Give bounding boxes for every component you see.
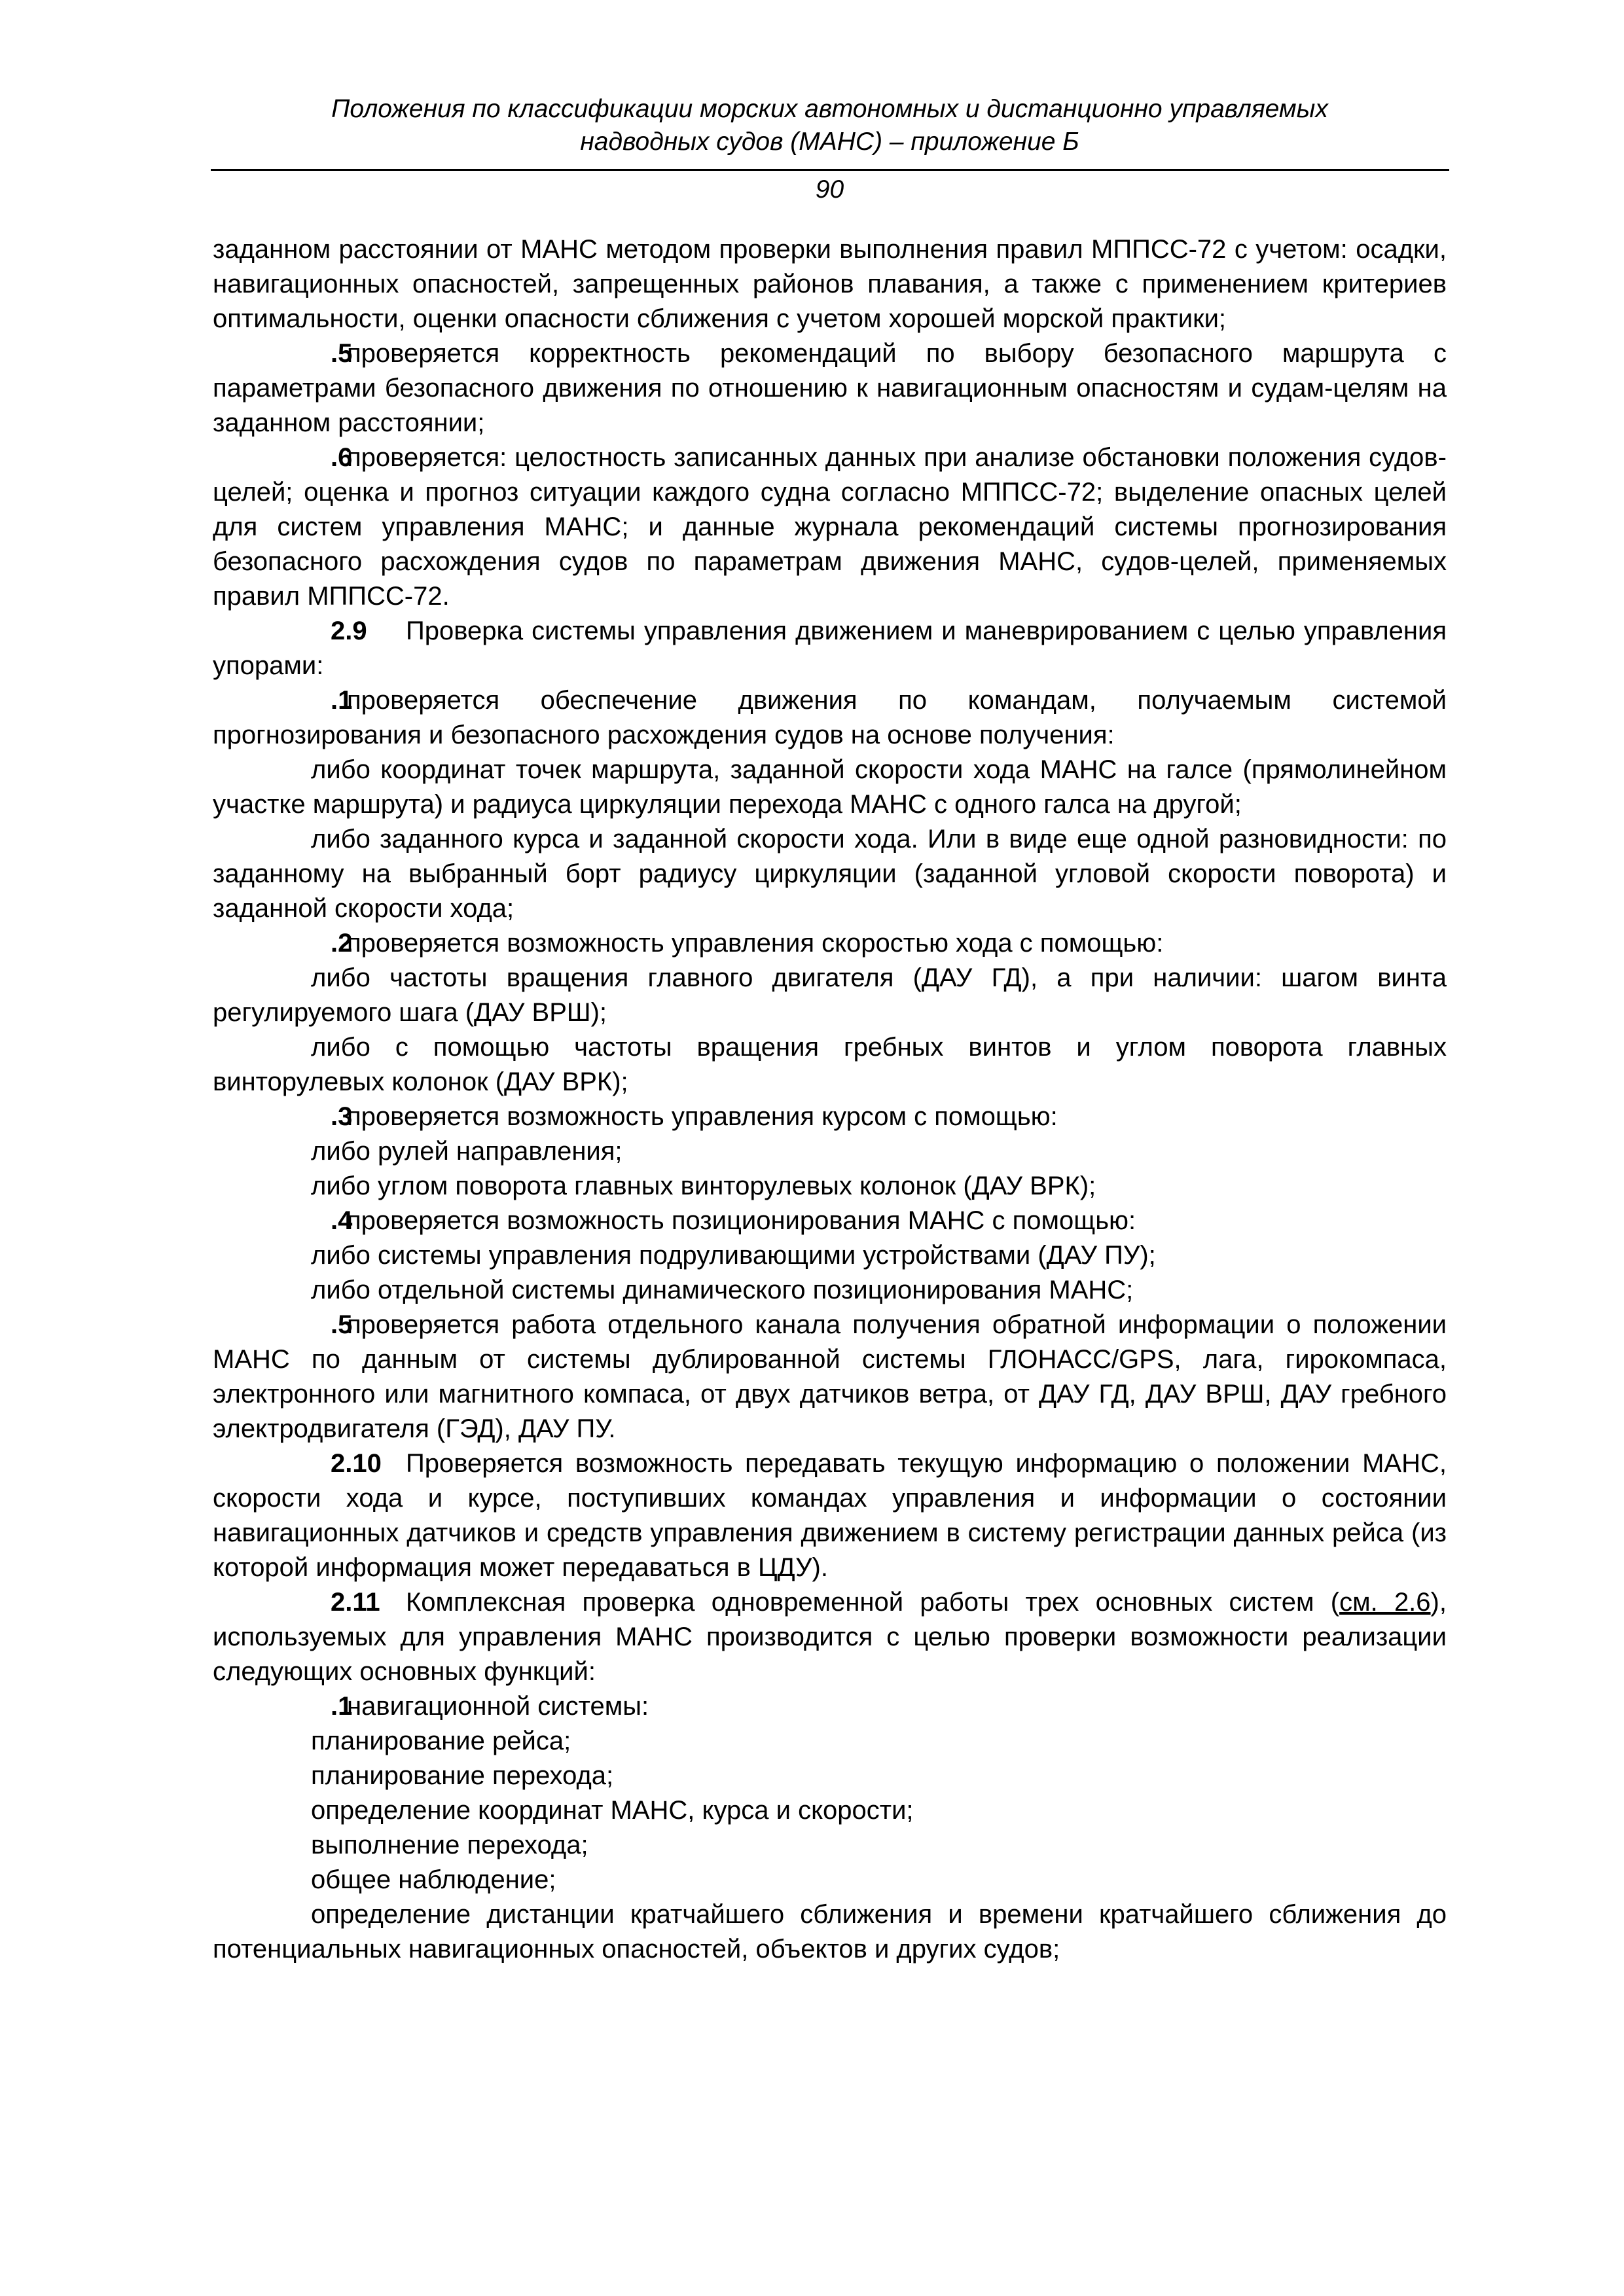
document-body — [213, 232, 1447, 1967]
item-6-data-integrity — [213, 440, 1447, 614]
item-number: .5 — [331, 1310, 353, 1339]
section-text: Проверяется возможность передавать текущую информацию о положении МАНС, скорости хода и курсе, поступивших командах управления и информации о состоянии навигационных датчиков и средств управления движением в систему регистрации данных рейса (из которой информация может передаваться в ЦДУ). — [213, 1449, 1447, 1582]
option-dynamic-positioning: либо отдельной системы динамического позиционирования МАНС; — [311, 1276, 1134, 1304]
item-5-route — [213, 336, 1447, 440]
item-number: .5 — [331, 339, 353, 368]
item-text: проверяется обеспечение движения по командам, получаемым системой прогнозирования и безопасного расхождения судов на основе получения: — [213, 686, 1447, 749]
item-3-course-control — [213, 1100, 1447, 1134]
item-number: .1 — [331, 1692, 353, 1721]
running-header — [213, 93, 1447, 158]
paragraph-continuation — [213, 232, 1447, 336]
item-text: проверяется работа отдельного канала получения обратной информации о положении МАНС по данным от системы дублированной системы ГЛОНАСС/GPS, лага, гирокомпаса, электронного или магнитного компаса, от двух датчиков ветра, от ДАУ ГД, ДАУ ВРШ, ДАУ гребного электродвигателя (ГЭД), ДАУ ПУ. — [213, 1310, 1447, 1443]
item-text: проверяется возможность позиционирования МАНС с помощью: — [347, 1206, 1136, 1235]
item-2-speed-control — [213, 926, 1447, 961]
function-passage-execution: выполнение перехода; — [311, 1831, 588, 1859]
item-text: проверяется корректность рекомендаций по выбору безопасного маршрута с параметрами безопасного движения по отношению к навигационным опасностям и судам-целям на заданном расстоянии; — [213, 339, 1447, 437]
section-2-11 — [213, 1585, 1447, 1689]
header-rule — [211, 169, 1449, 171]
item-text: проверяется возможность управления курсом с помощью: — [347, 1102, 1058, 1131]
section-2-10 — [213, 1446, 1447, 1585]
section-text: Проверка системы управления движением и маневрированием с целью управления упорами: — [213, 617, 1447, 680]
item-4-positioning — [213, 1204, 1447, 1238]
option-waypoints: либо координат точек маршрута, заданной скорости хода МАНС на галсе (прямолинейном участке маршрута) и радиуса циркуляции перехода МАНС с одного галса на другой; — [213, 755, 1447, 819]
item-1-navigation-system — [213, 1689, 1447, 1724]
section-text-end: ), используемых для управления МАНС производится с целью проверки возможности реализации следующих основных функций: — [213, 1588, 1447, 1686]
section-text-start: Комплексная проверка одновременной работы трех основных систем ( — [406, 1588, 1340, 1617]
paragraph-text: заданном расстоянии от МАНС методом проверки выполнения правил МППСС-72 с учетом: осадки, навигационных опасностей, запрещенных районов плавания, а также с применением критериев оптимальности, оценки опасности сближения с учетом хорошей морской практики; — [213, 235, 1447, 333]
cross-reference-link[interactable]: см. 2.6 — [1339, 1588, 1431, 1617]
item-number: .4 — [331, 1206, 353, 1235]
option-propeller-rpm: либо с помощью частоты вращения гребных винтов и углом поворота главных винторулевых колонок (ДАУ ВРК); — [213, 1033, 1447, 1096]
function-position-fixing: определение координат МАНС, курса и скорости; — [311, 1796, 914, 1825]
item-number: .2 — [331, 929, 353, 958]
section-number: 2.9 — [331, 617, 367, 645]
option-bow-thrusters: либо системы управления подруливающими устройствами (ДАУ ПУ); — [311, 1241, 1156, 1270]
function-voyage-planning: планирование рейса; — [311, 1727, 571, 1755]
item-text: навигационной системы: — [347, 1692, 649, 1721]
section-number: 2.11 — [331, 1588, 380, 1617]
option-azimuth-thrusters: либо углом поворота главных винторулевых колонок (ДАУ ВРК); — [311, 1172, 1096, 1200]
item-text: проверяется: целостность записанных данных при анализе обстановки положения судов-целей; оценка и прогноз ситуации каждого судна согласно МППСС-72; выделение опасных целей для систем управления МАНС; и данные журнала рекомендаций системы прогнозирования безопасного расхождения судов по параметрам движения МАНС, судов-целей, применяемых правил МППСС-72. — [213, 443, 1447, 611]
item-number: .1 — [331, 686, 353, 715]
function-passage-planning: планирование перехода; — [311, 1761, 614, 1790]
item-5-feedback-channel — [213, 1308, 1447, 1446]
header-title-line-2: надводных судов (МАНС) – приложение Б — [580, 128, 1079, 156]
item-number: .6 — [331, 443, 353, 472]
option-main-engine: либо частоты вращения главного двигателя (ДАУ ГД), а при наличии: шагом винта регулируемого шага (ДАУ ВРШ); — [213, 963, 1447, 1027]
function-general-monitoring: общее наблюдение; — [311, 1865, 556, 1894]
option-course-speed: либо заданного курса и заданной скорости хода. Или в виде еще одной разновидности: по заданному на выбранный борт радиусу циркуляции (заданной угловой скорости поворота) и заданной скорости хода; — [213, 825, 1447, 923]
section-2-9 — [213, 614, 1447, 683]
section-number: 2.10 — [331, 1449, 382, 1478]
page-number: 90 — [815, 175, 844, 204]
header-title-line-1: Положения по классификации морских автономных и дистанционно управляемых — [331, 95, 1328, 123]
item-text: проверяется возможность управления скоростью хода с помощью: — [347, 929, 1164, 958]
item-1-motion-commands — [213, 683, 1447, 753]
item-number: .3 — [331, 1102, 353, 1131]
function-cpa-tcpa: определение дистанции кратчайшего сближения и времени кратчайшего сближения до потенциальных навигационных опасностей, объектов и других судов; — [213, 1900, 1447, 1964]
option-rudders: либо рулей направления; — [311, 1137, 623, 1166]
